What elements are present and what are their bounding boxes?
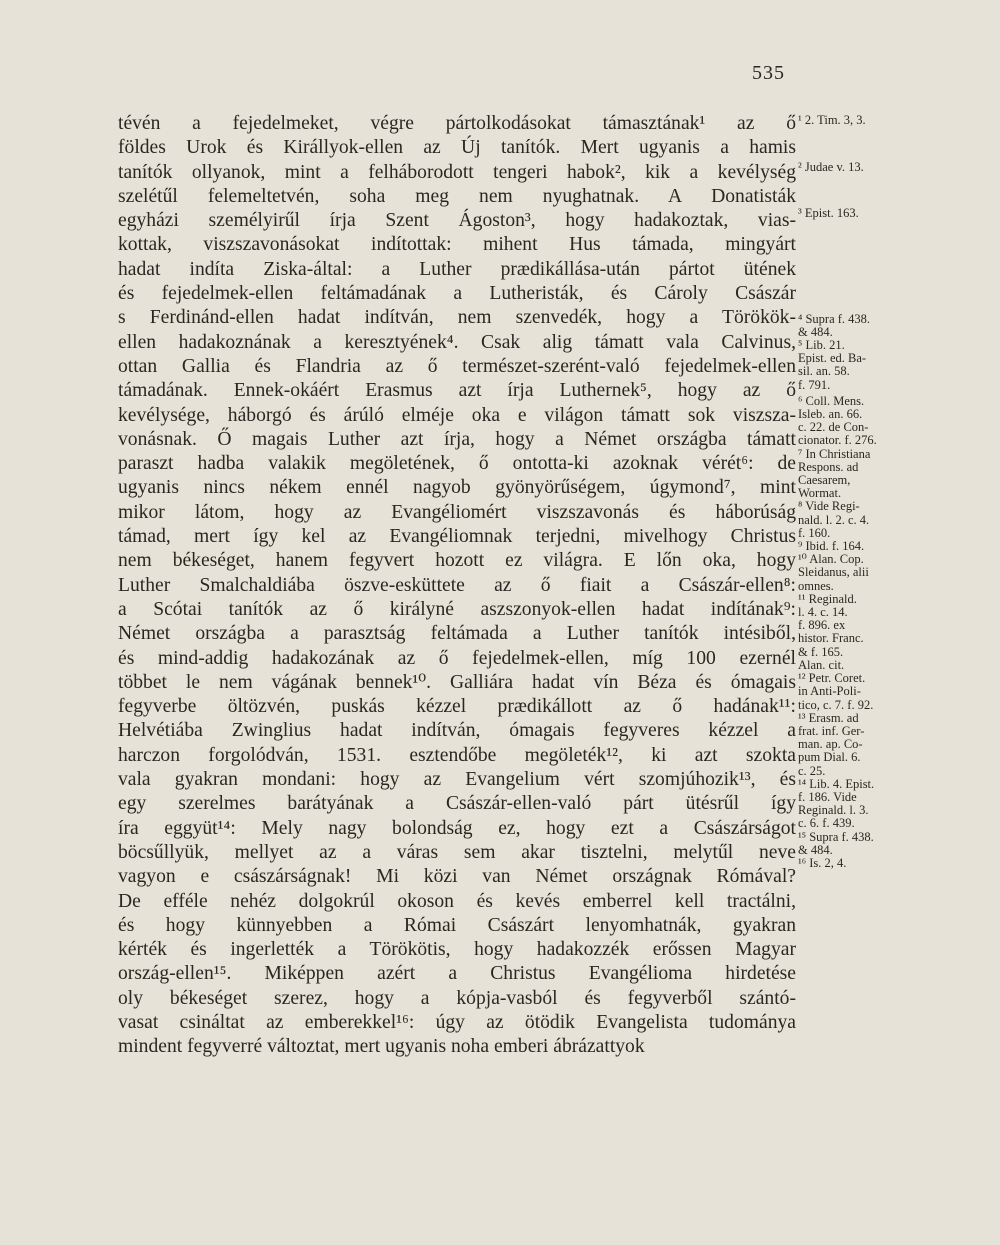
main-text-column xyxy=(118,112,796,1060)
text-line: De efféle nehéz dolgokrúl okoson és kevés emberrel kell tractálni, xyxy=(118,890,796,912)
text-line: vagyon e császárságnak! Mi közi van Német országnak Rómával? xyxy=(118,866,796,888)
margin-note: ³ Epist. 163. xyxy=(798,206,859,221)
text-line: böcsűllyük, mellyet az a váras sem akar tisztelni, melytűl neve xyxy=(118,841,796,863)
text-line: hadat indíta Ziska-által: a Luther prædikállása-után pártot ütének xyxy=(118,258,796,280)
margin-notes xyxy=(798,114,998,870)
text-line: vala gyakran mondani: hogy az Evangelium vért szomjúhozik¹³, és xyxy=(118,769,796,791)
text-line: Helvétiába Zwinglius hadat indítván, ómagais fegyveres kézzel a xyxy=(118,720,796,742)
text-line: kérték és ingerlették a Törökötis, hogy hadakozzék erőssen Magyar xyxy=(118,939,796,961)
text-line: harczon forgolódván, 1531. esztendőbe megöleték¹², ki azt szokta xyxy=(118,744,796,766)
margin-note: ² Judae v. 13. xyxy=(798,160,864,175)
text-line: a Scótai tanítók az ő királyné aszszonyok-ellen hadat indítának⁹: xyxy=(118,598,796,620)
text-line: ellen hadakoznának a keresztyének⁴. Csak alig támatt vala Calvinus, xyxy=(118,331,796,353)
text-line: kottak, viszszavonásokat indítottak: mihent Hus támada, mingyárt xyxy=(118,234,796,256)
text-line: támad, mert így kel az Evangéliomnak terjedni, mivelhogy Christus xyxy=(118,526,796,548)
text-line: s Ferdinánd-ellen hadat indítván, nem szenvedék, hogy a Törökök- xyxy=(118,307,796,329)
text-line: kevélysége, háborgó és árúló elméje oka e világon támatt sok viszsza- xyxy=(118,404,796,426)
text-line: Luther Smalchaldiába öszve-esküttete az ő fiait a Császár-ellen⁸: xyxy=(118,574,796,596)
text-line: vasat csináltat az emberekkel¹⁶: úgy az ötödik Evangelista tudománya xyxy=(118,1011,796,1033)
text-line: nem békeséget, hanem fegyvert hozott ez világra. E lőn oka, hogy xyxy=(118,550,796,572)
margin-note: ⁴ Supra f. 438. & 484. ⁵ Lib. 21. Epist. ed. Ba- sil. an. 58. f. 791. xyxy=(798,311,871,392)
page-number: 535 xyxy=(752,62,785,84)
text-line: és fejedelmek-ellen feltámadának a Lutheristák, és Cároly Császár xyxy=(118,283,796,305)
text-line: Német országba a parasztság feltámada a Luther tanítók intésiből, xyxy=(118,623,796,645)
text-line: egy szerelmes barátyának a Császár-ellen-való párt ütésrűl így xyxy=(118,793,796,815)
text-line: tévén a fejedelmeket, végre pártolkodásokat támasztának¹ az ő xyxy=(118,113,796,134)
text-line: szelétűl felemeltetvén, soha meg nem nyughatnak. A Donatisták xyxy=(118,185,796,207)
margin-note: ¹ 2. Tim. 3, 3. xyxy=(798,113,866,127)
text-line: és mind-addig hadakozának az ő fejedelmek-ellen, míg 100 ezernél xyxy=(118,647,796,669)
text-line: ország-ellen¹⁵. Miképpen azért a Christus Evangélioma hirdetése xyxy=(118,963,796,985)
text-line: földes Urok és Királlyok-ellen az Új tanítók. Mert ugyanis a hamis xyxy=(118,137,796,159)
text-line: támadának. Ennek-okáért Erasmus azt írja Luthernek⁵, hogy az ő xyxy=(118,380,796,402)
margin-note: ⁶ Coll. Mens. Isleb. an. 66. c. 22. de Con- cionator. f. 276. ⁷ In Christiana Respons. ad Caesarem, Wormat. ⁸ Vide Regi- nald. l. 2. c. 4. f. 160. ⁹ Ibid. f. 164. ¹⁰ Alan. Cop. Sleidanus, alii omnes. ¹¹ Reginald. l. 4. c. 14. f. 896. ex histor. Franc. & f. 165. Alan. cit. ¹² Petr. Coret. in Anti-Poli- tico, c. 7. f. 92. ¹³ Erasm. ad frat. inf. Ger- man. ap. Co- pum Dial. 6. c. 25. ¹⁴ Lib. 4. Epist. f. 186. Vide Reginald. l. 3. c. 6. f. 439. ¹⁵ Supra f. 438. & 484. ¹⁶ Is. 2, 4. xyxy=(798,393,877,870)
text-line: és hogy künnyebben a Római Császárt lenyomhatnák, gyakran xyxy=(118,914,796,936)
text-line: paraszt hadba valakik megöletének, ő ontotta-ki azoknak vérét⁶: de xyxy=(118,453,796,475)
text-line: mikor látom, hogy az Evangéliomért viszszavonás és háborúság xyxy=(118,501,796,523)
text-line: fegyverbe öltözvén, puskás kézzel prædikállott az ő hadának¹¹: xyxy=(118,696,796,718)
text-line: vonásnak. Ő magais Luther azt írja, hogy a Német országba támatt xyxy=(118,428,796,450)
text-line: többet le nem vágának bennek¹⁰. Galliára hadat vín Béza és ómagais xyxy=(118,671,796,693)
text-line: ugyanis nincs nékem ennél nagyob gyönyörűségem, úgymond⁷, mint xyxy=(118,477,796,499)
text-line: íra eggyüt¹⁴: Mely nagy bolondság ez, hogy ezt a Császárságot xyxy=(118,817,796,839)
text-line: mindent fegyverré változtat, mert ugyanis noha emberi ábrázattyok xyxy=(118,1036,645,1058)
text-line: tanítók ollyanok, mint a felháborodott tengeri habok², kik a kevélység xyxy=(118,161,796,183)
text-line: oly békeséget szerez, hogy a kópja-vasból és fegyverből szántó- xyxy=(118,987,796,1009)
text-line: ottan Gallia és Flandria az ő természet-szerént-való fejedelmek-ellen xyxy=(118,355,796,377)
text-line: egyházi személyirűl írja Szent Ágoston³, hogy hadakoztak, vias- xyxy=(118,210,796,232)
